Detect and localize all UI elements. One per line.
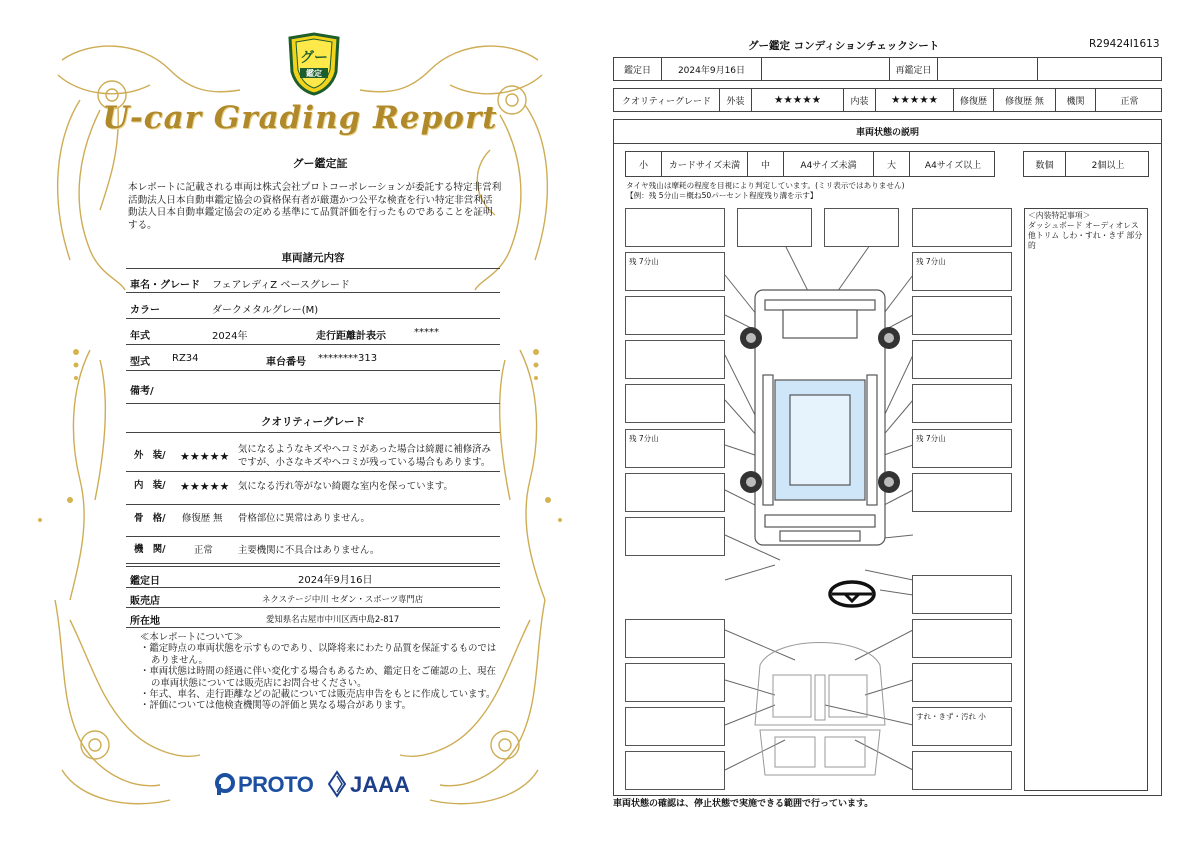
comment-box [737,208,812,247]
repair-value: 修復歴 無 [994,89,1056,111]
mileage-label: 走行距離計表示 [316,331,386,342]
jaaa-logo-icon [327,770,347,798]
ext-stars: ★★★★★ [752,89,844,111]
size-mid: 中 [748,152,784,176]
interior-desc: 気になる汚れ等がない綺麗な室内を保っています。 [238,481,453,492]
ext-label: 外装 [720,89,752,111]
svg-text:鑑定: 鑑定 [306,69,322,78]
comment-box [912,296,1012,335]
size-large: 大 [874,152,910,176]
count-label: 数個 [1024,152,1066,176]
exterior-desc-line2: ですが、小さなキズやヘコミが残っている場合もあります。 [238,457,491,468]
tire-rl-text: 残 7分山 [629,434,659,443]
certificate-title: グー鑑定証 [292,157,348,170]
color-label: カラー [130,305,160,316]
comment-box [625,751,725,790]
quality-row [613,88,1162,112]
car-name-value: フェアレディZ ベースグレード [212,280,350,291]
tire-fl-text: 残 7分山 [629,257,659,266]
state-heading: 車両状態の説明 [614,120,1161,144]
count-legend [1023,151,1149,177]
year-value: 2024年 [212,331,248,342]
redate-empty-cell [1038,58,1163,80]
tire-rr-text: 残 7分山 [916,434,946,443]
quality-row-engine [126,537,500,564]
comment-box [625,517,725,556]
car-name-label: 車名・グレード [130,280,200,291]
comment-box [824,208,899,247]
notes-title: ≪本レポートについて≫ [140,632,243,643]
quality-row-frame [126,505,500,537]
comment-box [625,619,725,658]
address-value: 愛知県名古屋市中川区西中島2-817 [266,614,400,624]
dealer-row [126,588,500,608]
comment-box [912,575,1012,614]
memo-line: ダッシュボード オーディオレス [1028,221,1139,230]
specs-heading: 車両諸元内容 [281,252,345,264]
frame-label: 骨 格/ [134,513,166,524]
svg-text:グー: グー [300,50,328,66]
condition-check-sheet [600,0,1200,848]
remarks-label: 備考/ [130,386,154,397]
sheet-title: グー鑑定 コンディションチェックシート [748,40,940,52]
spec-row-year [126,320,500,345]
spec-row-car-name [126,268,500,293]
tire-note-2: 【例：残 5分山＝概ね50パーセント程度残り溝を示す】 [626,191,818,200]
comment-box [625,208,725,247]
interior-memo [1024,208,1148,791]
redate-value [938,58,1038,80]
appraisal-date-value: 2024年9月16日 [298,575,373,586]
engine-value: 正常 [194,545,213,556]
comment-box [625,296,725,335]
repair-label: 修復歴 [954,89,994,111]
engine-label: 機関 [1056,89,1096,111]
model-value: RZ34 [172,353,199,364]
frame-value: 修復歴 無 [182,513,223,524]
date-empty-cell [762,58,890,80]
jaaa-logo: JAAA [350,772,410,797]
model-label: 型式 [130,357,150,368]
date-label: 鑑定日 [614,58,662,80]
mileage-value: ***** [414,327,439,338]
size-small: 小 [626,152,662,176]
chassis-label: 車台番号 [266,357,306,368]
proto-logo: PROTO [238,772,314,797]
tire-box-front-right [912,252,1012,291]
interior-label: 内 装/ [134,480,166,491]
count-desc: 2個以上 [1091,160,1125,171]
note-item: ・車両状態は時間の経過に伴い変化する場合もあるため、鑑定日をご確認の上、現在の車両状態については販売店にお問合せください。 [140,666,496,689]
exterior-stars: ★★★★★ [180,450,230,463]
goo-appraisal-badge-icon [286,32,342,96]
proto-logo-icon [214,772,236,796]
dealer-value: ネクステージ中川 セダン・スポーツ専門店 [262,594,424,604]
quality-row-interior [126,472,500,505]
appraisal-date-row [126,566,500,588]
address-row [126,608,500,628]
tire-box-front-left [625,252,725,291]
comment-box [912,340,1012,379]
engine-value: 正常 [1120,96,1139,107]
engine-desc: 主要機関に不具合はありません。 [238,545,380,556]
interior-note-text: すれ・きず・汚れ 小 [916,712,986,721]
comment-box [625,340,725,379]
interior-stars: ★★★★★ [180,480,230,493]
comment-box [625,473,725,512]
quality-row-exterior [126,432,500,472]
comment-box [625,384,725,423]
sheet-footer: 車両状態の確認は、停止状態で実施できる範囲で行っています。 [613,799,874,809]
note-item: ・評価については他検査機関等の評価と異なる場合があります。 [140,700,411,712]
engine-label: 機 関/ [134,544,166,555]
tire-fr-text: 残 7分山 [916,257,946,266]
date-row [613,57,1162,81]
color-value: ダークメタルグレー(M) [212,305,319,316]
appraisal-date-label: 鑑定日 [130,576,160,587]
size-large-desc: A4サイズ以上 [924,160,982,171]
size-mid-desc: A4サイズ未満 [784,152,874,176]
quality-heading: クオリティーグレード [261,416,365,428]
chassis-value: ********313 [318,353,378,364]
memo-line: 他トリム しわ・すれ・きず 部分的 [1028,231,1143,250]
redate-label: 再鑑定日 [890,58,938,80]
quality-label: クオリティーグレード [614,89,720,111]
spec-row-model [126,346,500,371]
report-id: R29424I1613 [1089,38,1160,50]
note-item: ・年式、車名、走行距離などの記載については販売店申告をもとに作成しています。 [140,689,496,701]
size-small-desc: カードサイズ未満 [662,152,748,176]
certificate-intro: 本レポートに記載される車両は株式会社プロトコーポレーションが委託する特定非営利活動法人日本自動車鑑定協会の資格保有者が厳選かつ公平な検査を行い特定非営利活動法人日本自動車鑑定協会の定める基準にて品質評価を行ったものであることを証明する。 [128,182,502,231]
report-notes [140,632,500,712]
frame-desc: 骨格部位に異常はありません。 [238,513,370,524]
spec-row-color [126,294,500,319]
int-label: 内装 [844,89,876,111]
note-item: ・鑑定時点の車両状態を示すものであり、以降将来にわたり品質を保証するものではありません。 [140,643,497,666]
date-value: 2024年9月16日 [662,58,762,80]
comment-box [912,473,1012,512]
memo-title: ＜内装特記事項＞ [1028,211,1091,220]
int-stars: ★★★★★ [876,89,954,111]
comment-box [912,751,1012,790]
year-label: 年式 [130,331,150,342]
comment-box [912,663,1012,702]
comment-box [912,208,1012,247]
interior-note-box [912,707,1012,746]
address-label: 所在地 [130,616,160,627]
comment-box [625,707,725,746]
comment-box [625,663,725,702]
steering-wheel-icon [830,582,874,606]
tire-box-rear-left [625,429,725,468]
tire-box-rear-right [912,429,1012,468]
size-legend [625,151,995,177]
exterior-label: 外 装/ [134,450,166,461]
spec-row-remarks [126,372,500,404]
comment-box [912,384,1012,423]
tire-note-1: タイヤ残山は摩耗の程度を目視により判定しています。(ミリ表示ではありません) [626,181,905,190]
exterior-desc-line1: 気になるようなキズやヘコミがあった場合は綺麗に補修済み [238,444,491,455]
comment-box [912,619,1012,658]
dealer-label: 販売店 [130,596,160,607]
report-script-title: U-car Grading Report [102,100,498,136]
